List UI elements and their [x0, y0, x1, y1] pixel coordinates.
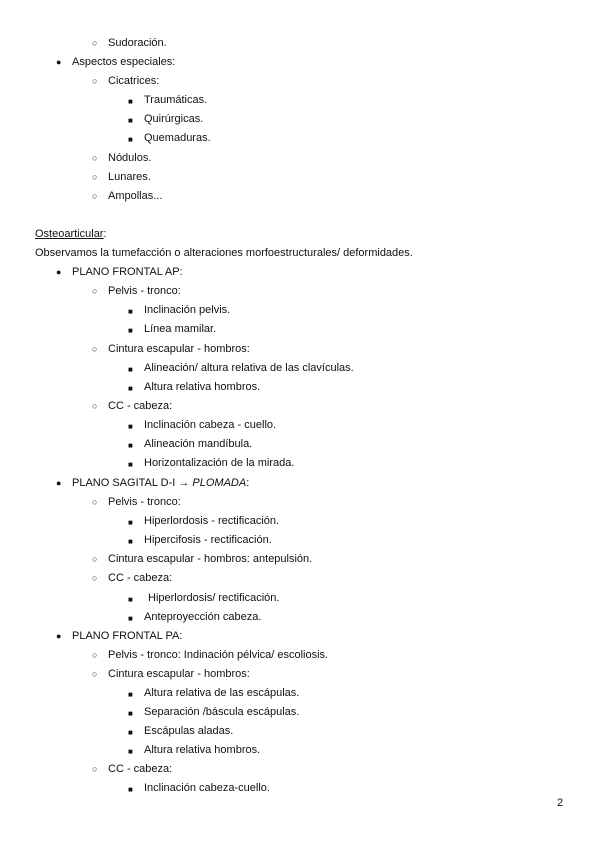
list-item-nodulos: Nódulos. — [108, 152, 152, 164]
list-item: Inclinación pelvis. — [144, 304, 231, 316]
list-item-ampollas: Ampollas... — [108, 190, 163, 202]
bullet-hollow: ○ — [92, 153, 98, 163]
bullet-hollow: ○ — [92, 344, 98, 354]
list-item: Inclinación cabeza-cuello. — [144, 782, 270, 794]
list-item-cintura-escapular: Cintura escapular - hombros: — [108, 343, 250, 355]
bullet-square: ■ — [128, 384, 133, 393]
bullet-hollow: ○ — [92, 191, 98, 201]
list-item-traumaticas: Traumáticas. — [144, 94, 208, 106]
list-item: Alineación mandíbula. — [144, 438, 253, 450]
bullet-square: ■ — [128, 747, 133, 756]
plano-sagital-title: PLANO SAGITAL D-I → PLOMADA: — [72, 477, 250, 489]
bullet-square: ■ — [128, 116, 133, 125]
bullet-square: ■ — [128, 365, 133, 374]
list-item: Separación /báscula escápulas. — [144, 706, 300, 718]
bullet-square: ■ — [128, 537, 133, 546]
page-number: 2 — [557, 797, 564, 809]
list-item-pelvis-tronco: Pelvis - tronco: Indinación pélvica/ escoliosis. — [108, 649, 329, 661]
list-item-cc-cabeza: CC - cabeza: — [108, 400, 173, 412]
list-item: Altura relativa hombros. — [144, 381, 261, 393]
plano-frontal-ap-title: PLANO FRONTAL AP: — [72, 266, 183, 278]
bullet-filled: ● — [56, 267, 62, 277]
bullet-square: ■ — [128, 595, 133, 604]
bullet-hollow: ○ — [92, 764, 98, 774]
list-item-pelvis-tronco: Pelvis - tronco: — [108, 496, 181, 508]
list-item: Inclinación cabeza - cuello. — [144, 419, 277, 431]
bullet-hollow: ○ — [92, 401, 98, 411]
bullet-square: ■ — [128, 460, 133, 469]
section-intro: Observamos la tumefacción o alteraciones morfoestructurales/ deformidades. — [35, 247, 413, 259]
bullet-hollow: ○ — [92, 669, 98, 679]
bullet-square: ■ — [128, 518, 133, 527]
list-item: Hiperlordosis - rectificación. — [144, 515, 280, 527]
list-item: Alineación/ altura relativa de las clavículas. — [144, 362, 354, 374]
bullet-hollow: ○ — [92, 76, 98, 86]
bullet-filled: ● — [56, 57, 62, 67]
plano-frontal-pa-title: PLANO FRONTAL PA: — [72, 630, 183, 642]
list-item-cicatrices: Cicatrices: — [108, 75, 160, 87]
bullet-square: ■ — [128, 97, 133, 106]
bullet-hollow: ○ — [92, 38, 98, 48]
list-item: Hiperlordosis/ rectificación. — [148, 592, 280, 604]
bullet-square: ■ — [128, 135, 133, 144]
bullet-hollow: ○ — [92, 172, 98, 182]
bullet-hollow: ○ — [92, 573, 98, 583]
list-item-cintura-escapular: Cintura escapular - hombros: — [108, 668, 250, 680]
list-item-cc-cabeza: CC - cabeza: — [108, 763, 173, 775]
bullet-square: ■ — [128, 709, 133, 718]
bullet-filled: ● — [56, 478, 62, 488]
list-item-cintura-escapular: Cintura escapular - hombros: antepulsión. — [108, 553, 313, 565]
bullet-square: ■ — [128, 785, 133, 794]
list-item-cc-cabeza: CC - cabeza: — [108, 572, 173, 584]
list-item-quirurgicas: Quirúrgicas. — [144, 113, 204, 125]
bullet-filled: ● — [56, 631, 62, 641]
bullet-square: ■ — [128, 326, 133, 335]
bullet-square: ■ — [128, 307, 133, 316]
list-item-quemaduras: Quemaduras. — [144, 132, 211, 144]
list-item: Horizontalización de la mirada. — [144, 457, 295, 469]
bullet-hollow: ○ — [92, 497, 98, 507]
list-item-aspectos: Aspectos especiales: — [72, 56, 176, 68]
bullet-square: ■ — [128, 441, 133, 450]
bullet-square: ■ — [128, 690, 133, 699]
list-item: Línea mamilar. — [144, 323, 217, 335]
bullet-hollow: ○ — [92, 554, 98, 564]
list-item-pelvis-tronco: Pelvis - tronco: — [108, 285, 181, 297]
list-item-lunares: Lunares. — [108, 171, 151, 183]
list-item-sudoracion: Sudoración. — [108, 37, 167, 49]
bullet-square: ■ — [128, 614, 133, 623]
bullet-hollow: ○ — [92, 286, 98, 296]
bullet-square: ■ — [128, 422, 133, 431]
list-item: Altura relativa hombros. — [144, 744, 261, 756]
list-item: Escápulas aladas. — [144, 725, 234, 737]
list-item: Anteproyección cabeza. — [144, 611, 262, 623]
list-item: Altura relativa de las escápulas. — [144, 687, 300, 699]
list-item: Hipercifosis - rectificación. — [144, 534, 272, 546]
section-heading-osteoarticular: Osteoarticular: — [35, 228, 107, 240]
bullet-square: ■ — [128, 728, 133, 737]
bullet-hollow: ○ — [92, 650, 98, 660]
